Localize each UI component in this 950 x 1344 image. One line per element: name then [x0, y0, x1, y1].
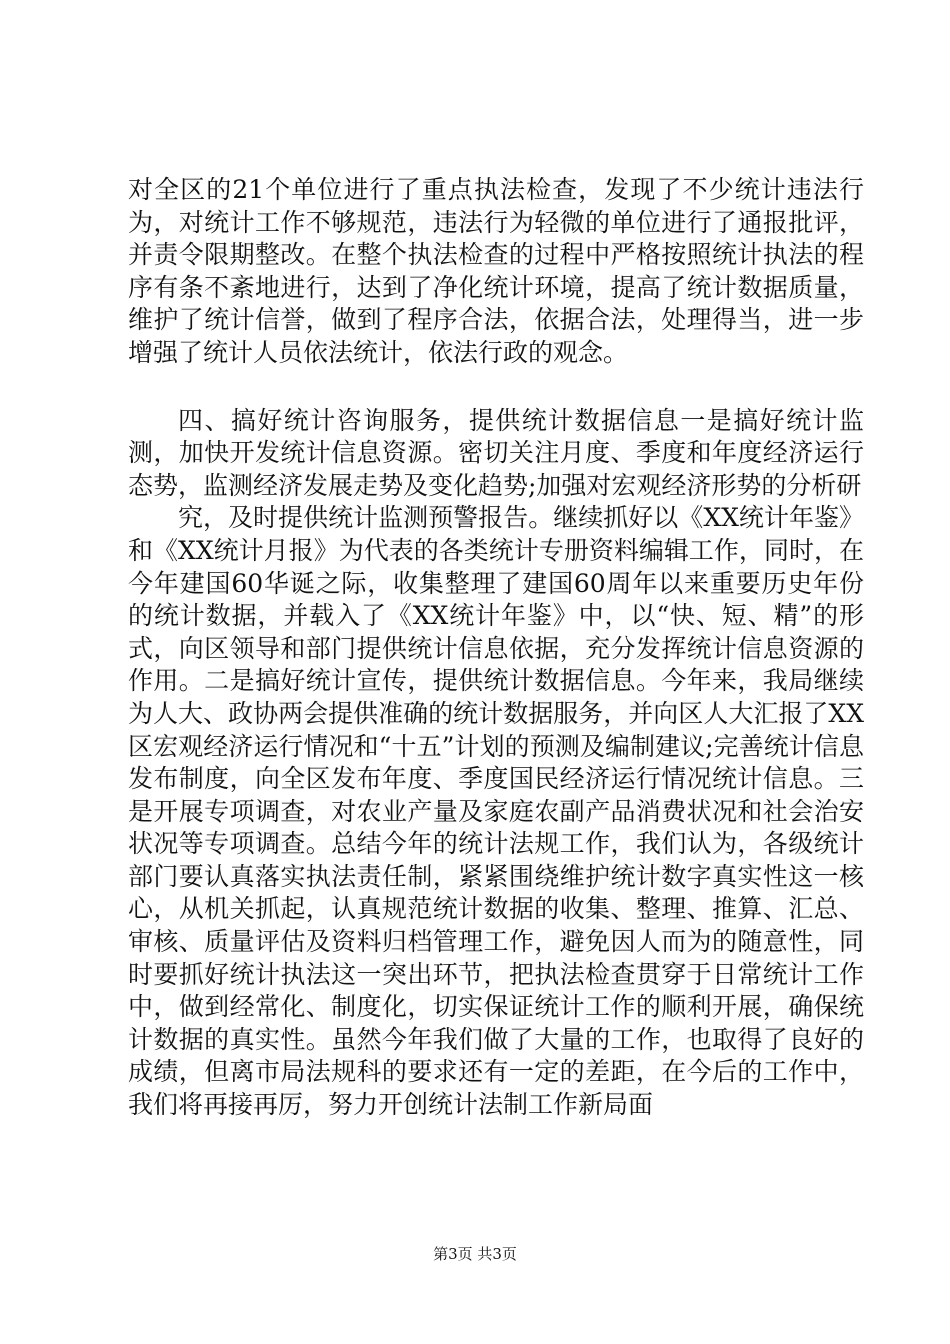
paragraph-gap: [128, 370, 864, 405]
paragraph-monitoring-reports: 究，及时提供统计监测预警报告。继续抓好以《XX统计年鉴》和《XX统计月报》为代表的各类统计专册资料编辑工作，同时，在今年建国60华诞之际，收集整理了建国60周年以来重要历史年份的统计数据，并载入了《XX统计年鉴》中，以“快、短、精”的形式，向区领导和部门提供统计信息依据，充分发挥统计信息资源的作用。二是搞好统计宣传，提供统计数据信息。今年来，我局继续为人大、政协两会提供准确的统计数据服务，并向区人大汇报了XX区宏观经济运行情况和“十五”计划的预测及编制建议;完善统计信息发布制度，向全区发布年度、季度国民经济运行情况统计信息。三是开展专项调查，对农业产量及家庭农副产品消费状况和社会治安状况等专项调查。总结今年的统计法规工作，我们认为，各级统计部门要认真落实执法责任制，紧紧围绕维护统计数字真实性这一核心，从机关抓起，认真规范统计数据的收集、整理、推算、汇总、审核、质量评估及资料归档管理工作，避免因人而为的随意性，同时要抓好统计执法这一突出环节，把执法检查贯穿于日常统计工作中，做到经常化、制度化，切实保证统计工作的顺利开展，确保统计数据的真实性。虽然今年我们做了大量的工作，也取得了良好的成绩，但离市局法规科的要求还有一定的差距，在今后的工作中，我们将再接再厉，努力开创统计法制工作新局面: [128, 503, 864, 1120]
page-number-footer: 第3页 共3页: [433, 1245, 517, 1263]
document-body: [128, 174, 864, 1122]
paragraph-consulting-services: 四、搞好统计咨询服务，提供统计数据信息一是搞好统计监测，加快开发统计信息资源。密切关注月度、季度和年度经济运行态势，监测经济发展走势及变化趋势;加强对宏观经济形势的分析研: [128, 405, 864, 500]
paragraph-enforcement-inspection: 对全区的21个单位进行了重点执法检查，发现了不少统计违法行为，对统计工作不够规范，违法行为轻微的单位进行了通报批评，并责令限期整改。在整个执法检查的过程中严格按照统计执法的程序有条不紊地进行，达到了净化统计环境，提高了统计数据质量，维护了统计信誉，做到了程序合法，依据合法，处理得当，进一步增强了统计人员依法统计，依法行政的观念。: [128, 175, 864, 367]
